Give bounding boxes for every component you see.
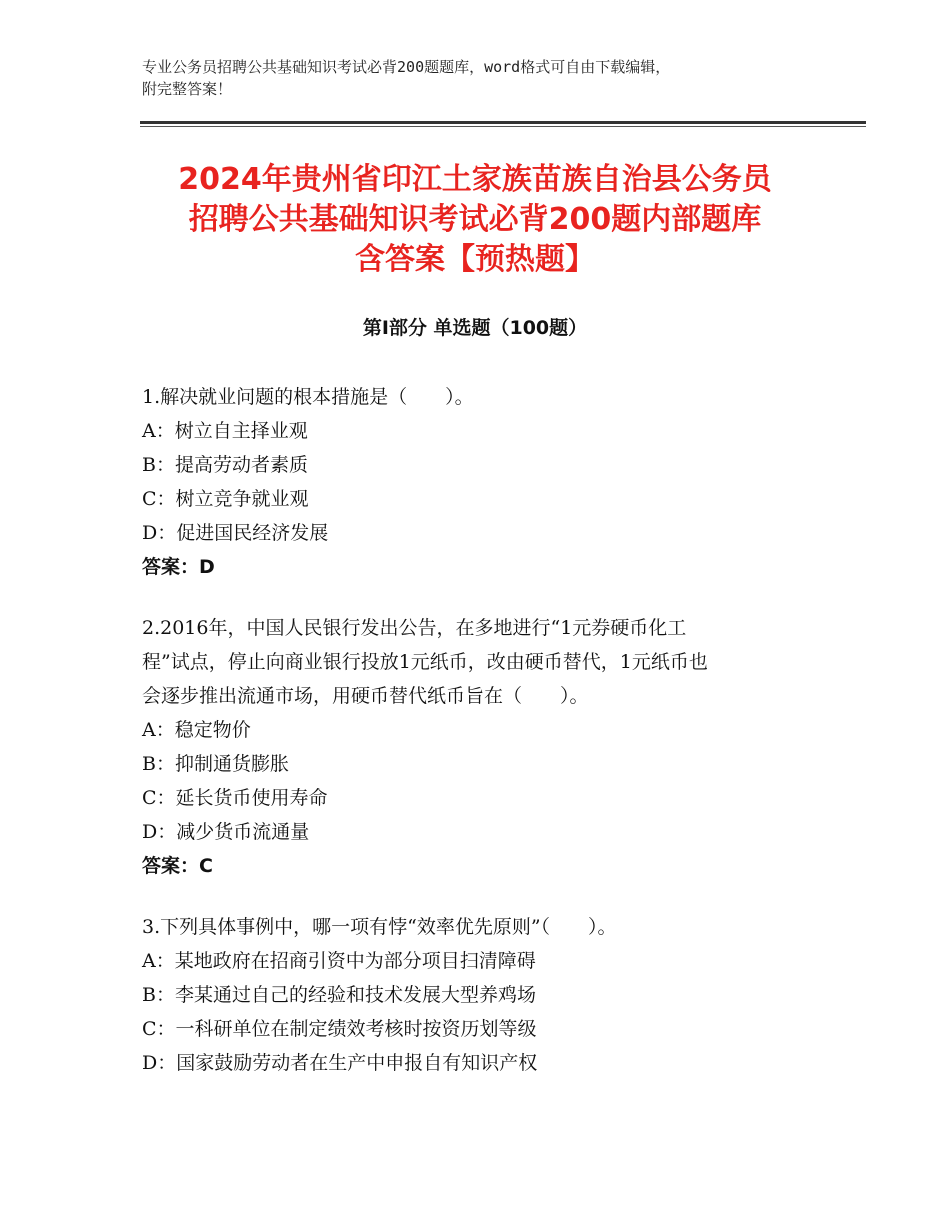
document-title <box>120 160 830 280</box>
option-d: D：国家鼓励劳动者在生产中申报自有知识产权 <box>142 1052 538 1074</box>
option-d: D：促进国民经济发展 <box>142 522 329 544</box>
document-title-line: 2024年贵州省印江土家族苗族自治县公务员 <box>178 162 772 197</box>
answer: 答案：D <box>142 556 215 578</box>
question-2 <box>142 611 822 883</box>
option-b: B：提高劳动者素质 <box>142 454 308 476</box>
document-title-line: 招聘公共基础知识考试必背200题内部题库 <box>188 202 762 237</box>
question-stem-line: 会逐步推出流通市场，用硬币替代纸币旨在（ ）。 <box>142 685 589 707</box>
question-stem <box>142 611 822 713</box>
question-stem-line: 1.解决就业问题的根本措施是（ ）。 <box>142 386 474 408</box>
question-list <box>142 380 822 1107</box>
question-stem-line: 3.下列具体事例中，哪一项有悖“效率优先原则”（ ）。 <box>142 916 617 938</box>
question-stem <box>142 380 822 414</box>
option-a: A：某地政府在招商引资中为部分项目扫清障碍 <box>142 950 536 972</box>
option-b: B：李某通过自己的经验和技术发展大型养鸡场 <box>142 984 536 1006</box>
question-stem <box>142 910 822 944</box>
option-c: C：树立竞争就业观 <box>142 488 309 510</box>
option-d: D：减少货币流通量 <box>142 821 310 843</box>
question-3 <box>142 910 822 1080</box>
question-stem-line: 2.2016年，中国人民银行发出公告，在多地进行“1元券硬币化工 <box>142 617 687 639</box>
document-title-line: 含答案【预热题】 <box>355 242 595 277</box>
header-note-line: 附完整答案！ <box>142 80 233 98</box>
question-1 <box>142 380 822 584</box>
option-c: C：一科研单位在制定绩效考核时按资历划等级 <box>142 1018 537 1040</box>
header-note <box>142 56 842 100</box>
option-c: C：延长货币使用寿命 <box>142 787 328 809</box>
answer: 答案：C <box>142 855 213 877</box>
header-divider <box>140 121 866 124</box>
header-note-line: 专业公务员招聘公共基础知识考试必背200题题库，word格式可自由下载编辑， <box>142 58 671 76</box>
option-b: B：抑制通货膨胀 <box>142 753 289 775</box>
question-stem-line: 程”试点，停止向商业银行投放1元纸币，改由硬币替代，1元纸币也 <box>142 651 708 673</box>
option-a: A：树立自主择业观 <box>142 420 308 442</box>
option-a: A：稳定物价 <box>142 719 251 741</box>
header-divider-thin <box>140 126 866 127</box>
section-heading: 第Ⅰ部分 单选题（100题） <box>362 317 588 339</box>
